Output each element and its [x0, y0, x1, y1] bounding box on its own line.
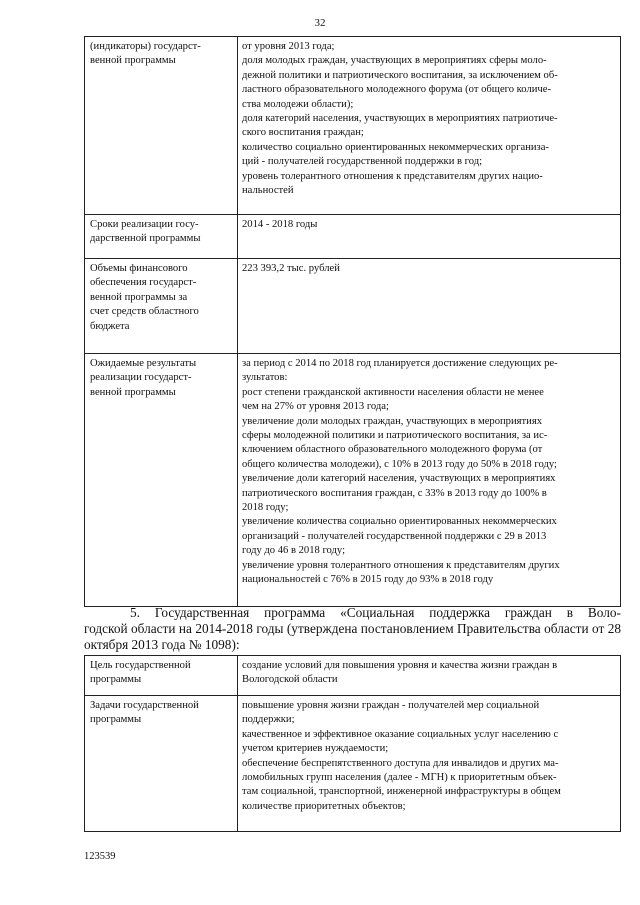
row-label-cell	[85, 354, 238, 607]
row-content-line: сферы молодежной политики и патриотического воспитания, за ис-	[242, 430, 548, 442]
row-content-line: году до 46 в 2018 году;	[242, 545, 346, 557]
row-content-line: количестве приоритетных объектов;	[242, 800, 406, 812]
row-label-line: счет средств областного	[90, 306, 199, 318]
row-content-line: нальностей	[242, 185, 294, 197]
row-label-line: обеспечения государст-	[90, 277, 197, 289]
table-row	[85, 696, 621, 832]
row-content-line: поддержки;	[242, 714, 295, 726]
row-label-line: реализации государст-	[90, 372, 192, 384]
row-label-line: Сроки реализации госу-	[90, 219, 199, 230]
table-row	[85, 259, 621, 354]
row-label-cell	[85, 215, 238, 259]
row-label-line: Объемы финансового	[90, 263, 188, 274]
row-content-line: от уровня 2013 года;	[242, 41, 335, 52]
row-content-line: повышение уровня жизни граждан - получателей мер социальной	[242, 700, 540, 711]
row-label-line: программы	[90, 714, 142, 726]
row-label-cell	[85, 656, 238, 696]
row-content-line: Вологодской области	[242, 674, 338, 686]
row-content-line: ства молодежи области);	[242, 98, 354, 110]
section-heading-first-line: 5. Государственная программа «Социальная поддержка граждан в Воло-	[130, 605, 621, 620]
table-row	[85, 215, 621, 259]
row-content-line: доля молодых граждан, участвующих в мероприятиях сферы моло-	[242, 55, 547, 67]
row-content-line: 223 393,2 тыс. рублей	[242, 263, 340, 274]
row-content-cell	[238, 696, 621, 832]
row-content-line: ключением областного образовательного молодежного форума (от	[242, 444, 543, 456]
table-row	[85, 354, 621, 607]
row-label-line: (индикаторы) государст-	[90, 41, 201, 52]
row-content-line: обеспечение беспрепятственного доступа для инвалидов и других ма-	[242, 757, 559, 769]
row-content-line: качественное и эффективное оказание социальных услуг населению с	[242, 728, 559, 740]
row-content-cell	[238, 215, 621, 259]
table-row	[85, 656, 621, 696]
row-content-line: уровень толерантного отношения к представителям других нацио-	[242, 170, 543, 182]
row-content-cell	[238, 259, 621, 354]
row-content-line: увеличение доли молодых граждан, участвующих в мероприятиях	[242, 415, 542, 427]
row-content-line: количество социально ориентированных некоммерческих организа-	[242, 141, 549, 153]
row-content-line: увеличение доли категорий населения, участвующих в мероприятиях	[242, 473, 556, 485]
row-content-line: за период с 2014 по 2018 год планируется достижение следующих ре-	[242, 358, 558, 369]
row-content-line: организаций - получателей государственной поддержки с 29 в 2013	[242, 530, 547, 542]
row-content-line: учетом критериев нуждаемости;	[242, 743, 389, 755]
row-content-line: дежной политики и патриотического воспитания, за исключением об-	[242, 69, 558, 81]
row-label-line: программы	[90, 674, 142, 686]
row-content-line: ломобильных групп населения (далее - МГН) к приоритетным объек-	[242, 772, 557, 784]
row-content-line: 2014 - 2018 годы	[242, 219, 318, 230]
row-label-line: венной программы	[90, 55, 176, 67]
section-heading	[84, 605, 621, 653]
row-content-line: ластного образовательного молодежного форума (от общего количе-	[242, 84, 551, 96]
row-content-line: 2018 году;	[242, 502, 289, 514]
row-content-line: патриотического воспитания граждан, с 33% в 2013 году до 100% в	[242, 487, 547, 499]
row-label-line: Цель государственной	[90, 660, 191, 671]
row-content-line: общего количества молодежи), с 10% в 2013 году до 50% в 2018 году;	[242, 458, 557, 470]
row-content-cell	[238, 354, 621, 607]
row-label-cell	[85, 37, 238, 215]
row-label-line: венной программы	[90, 386, 176, 398]
row-label-cell	[85, 259, 238, 354]
row-content-line: создание условий для повышения уровня и качества жизни граждан в	[242, 660, 558, 671]
row-content-line: ций - получателей государственной поддержки в год;	[242, 156, 483, 168]
page-number: 32	[314, 17, 326, 29]
row-label-line: дарственной программы	[90, 233, 201, 245]
row-content-line: доля категорий населения, участвующих в мероприятиях патриотиче-	[242, 113, 558, 125]
row-content-line: увеличение количества социально ориентированных некоммерческих	[242, 516, 557, 528]
row-content-line: национальностей с 76% в 2015 году до 93% в 2018 году	[242, 574, 494, 586]
row-label-line: Ожидаемые результаты	[90, 358, 197, 369]
row-content-line: рост степени гражданской активности населения области не менее	[242, 386, 544, 398]
row-content-line: зультатов:	[242, 372, 288, 384]
passport-table-program-5	[84, 655, 621, 832]
row-label-line: венной программы за	[90, 291, 188, 303]
row-content-cell	[238, 656, 621, 696]
passport-table-program-4	[84, 36, 621, 607]
row-content-cell	[238, 37, 621, 215]
row-content-line: чем на 27% от уровня 2013 года;	[242, 401, 389, 413]
table-row	[85, 37, 621, 215]
row-content-line: увеличение уровня толерантного отношения к представителям других	[242, 559, 560, 571]
row-label-line: бюджета	[90, 320, 130, 332]
document-code: 123539	[84, 851, 116, 862]
section-heading-rest: годской области на 2014-2018 годы (утверждена постановлением Правительства области от 28 октября 2013 года № 1098):	[84, 621, 621, 652]
row-label-cell	[85, 696, 238, 832]
row-content-line: там социальной, транспортной, инженерной инфраструктуры в общем	[242, 786, 561, 798]
row-label-line: Задачи государственной	[90, 700, 199, 711]
row-content-line: ского воспитания граждан;	[242, 127, 364, 139]
